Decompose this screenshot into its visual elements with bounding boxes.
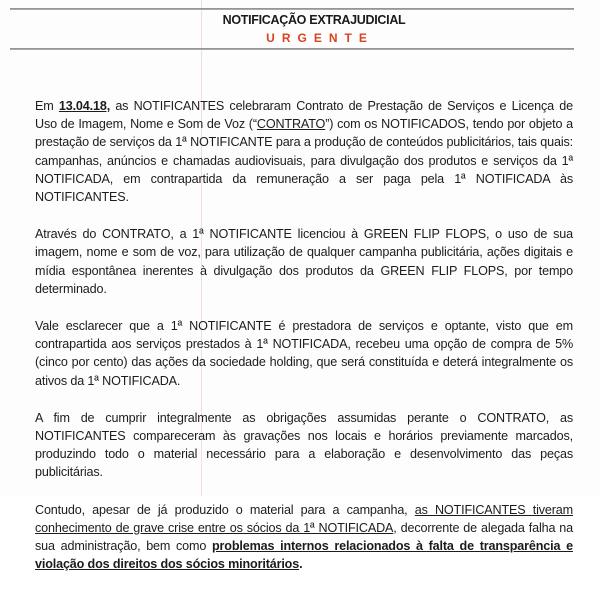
text-segment: Através do CONTRATO, a 1ª NOTIFICANTE licenciou à GREEN FLIP FLOPS, o uso de sua imagem, nome e som de voz, para utilização de qualquer campanha publicitária, ações digitais e mídia espontânea inerentes à divulgação dos produtos da GREEN FLIP FLOPS, por tempo determinado. bbox=[35, 227, 573, 296]
text-segment: Em bbox=[35, 99, 59, 113]
paragraph-crisis bbox=[35, 501, 573, 574]
urgent-label: URGENTE bbox=[266, 31, 374, 45]
header-bottom-divider bbox=[10, 48, 574, 50]
text-segment: problemas internos relacionados à falta de transparência e violação dos direitos dos sócios minoritários bbox=[35, 539, 573, 572]
text-segment: , decorrente de alegada falha na sua administração, bem como bbox=[35, 520, 573, 554]
document-title: NOTIFICAÇÃO EXTRAJUDICIAL bbox=[222, 13, 406, 27]
text-segment: CONTRATO bbox=[256, 117, 326, 132]
text-segment: A fim de cumprir integralmente as obrigações assumidas perante o CONTRATO, as NOTIFICANTES compareceram às gravações nos locais e horários previamente marcados, produzindo todo o material necessário para a elaboração e desenvolvimento das peças publicitárias. bbox=[35, 410, 573, 480]
paragraph-option bbox=[35, 317, 573, 390]
text-segment: . bbox=[299, 557, 303, 572]
text-segment: ”) com os NOTIFICADOS, tendo por objeto a prestação de serviços da 1ª NOTIFICANTE para a produção de conteúdos publicitários, tais quais: campanhas, anúncios e chamadas audiovisuais, para divulgação dos produtos e serviços da 1ª NOTIFICADA, em contrapartida da remuneração a ser paga pela 1ª NOTIFICADA às NOTIFICANTES. bbox=[35, 117, 573, 205]
text-segment: 13.04.18, bbox=[58, 99, 111, 113]
paragraph-license bbox=[35, 225, 573, 298]
text-segment: as NOTIFICANTES celebraram Contrato de Prestação de Serviços e Licença de Uso de Imagem, Nome e Som de Voz (“ bbox=[35, 99, 573, 132]
text-segment: Vale esclarecer que a 1ª NOTIFICANTE é prestadora de serviços e optante, visto que em contrapartida aos serviços prestados à 1ª NOTIFICADA, recebeu uma opção de compra de 5% (cinco por cento) das ações da sociedade holding, que será constituída e deterá integralmente os ativos da 1ª NOTIFICADA. bbox=[35, 319, 573, 388]
text-segment: as NOTIFICANTES tiveram conhecimento de grave crise entre os sócios da 1ª NOTIFICADA bbox=[35, 502, 573, 535]
document-body bbox=[35, 97, 573, 592]
paragraph-obligations bbox=[35, 409, 573, 482]
text-segment: Contudo, apesar de já produzido o material para a campanha, bbox=[35, 502, 415, 517]
header-top-divider bbox=[10, 8, 574, 10]
paragraph-contract bbox=[35, 97, 573, 206]
